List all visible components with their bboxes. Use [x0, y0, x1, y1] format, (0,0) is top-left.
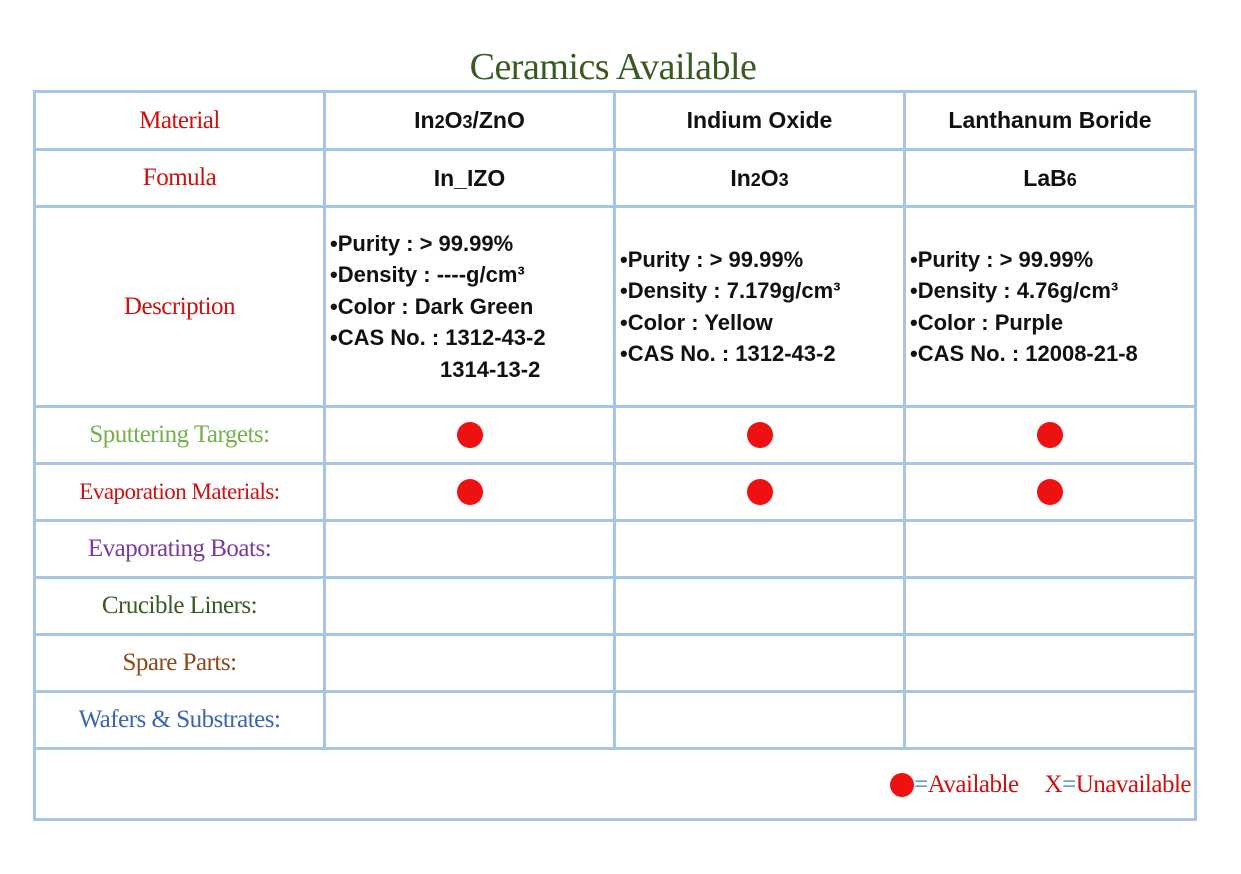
formula-3-part: LaB: [1023, 164, 1067, 191]
row-label-crucible-liners: Crucible Liners:: [35, 578, 325, 635]
evaporation-materials-row: [35, 464, 1196, 521]
available-dot-icon: [1037, 422, 1063, 448]
material-name-1-part: O: [444, 107, 463, 133]
availability-cell: [325, 578, 615, 635]
row-label-description: Description: [35, 207, 325, 407]
legend-row: [35, 749, 1196, 820]
legend-unavailable-text: Unavailable: [1075, 771, 1191, 798]
formula-2: [615, 150, 905, 207]
availability-cell: [325, 635, 615, 692]
legend-available-equals: =: [914, 771, 928, 798]
spare-parts-row: [35, 635, 1196, 692]
formula-2-subscript: 2: [750, 169, 761, 190]
wafers-substrates-row: [35, 692, 1196, 749]
material-name-3: Lanthanum Boride: [905, 92, 1196, 150]
availability-cell: [615, 635, 905, 692]
availability-cell: [615, 692, 905, 749]
available-dot-icon: [747, 479, 773, 505]
availability-cell: [615, 407, 905, 464]
formula-2-subscript: 3: [778, 169, 789, 190]
formula-2-part: O: [760, 164, 779, 191]
description-2: •Purity : > 99.99% •Density : 7.179g/cm³ •Color : Yellow •CAS No. : 1312-43-2: [615, 207, 905, 407]
page-title: Ceramics Available: [469, 46, 757, 88]
availability-cell: [905, 635, 1196, 692]
evaporating-boats-row: [35, 521, 1196, 578]
availability-cell: [615, 578, 905, 635]
row-label-formula: Fomula: [35, 150, 325, 207]
availability-cell: [905, 464, 1196, 521]
availability-cell: [325, 692, 615, 749]
row-label-evaporating-boats: Evaporating Boats:: [35, 521, 325, 578]
legend-available-text: Available: [927, 771, 1019, 798]
legend-unavailable-symbol: X: [1044, 771, 1063, 798]
crucible-liners-row: [35, 578, 1196, 635]
availability-cell: [905, 578, 1196, 635]
material-name-2: Indium Oxide: [615, 92, 905, 150]
availability-cell: [325, 464, 615, 521]
legend-cell: [35, 749, 1196, 820]
formula-2-part: In: [730, 164, 751, 191]
material-row: [35, 92, 1196, 150]
material-name-1-part: In: [414, 107, 435, 133]
available-dot-icon: [890, 773, 914, 797]
formula-3-subscript: 6: [1066, 169, 1077, 190]
availability-cell: [325, 521, 615, 578]
description-row: [35, 207, 1196, 407]
material-name-1: [325, 92, 615, 150]
sputtering-targets-row: [35, 407, 1196, 464]
row-label-sputtering-targets: Sputtering Targets:: [35, 407, 325, 464]
availability-cell: [905, 407, 1196, 464]
description-1: •Purity : > 99.99% •Density : ----g/cm³ •Color : Dark Green •CAS No. : 1312-43-2 1314-13-2: [325, 207, 615, 407]
material-name-1-subscript: 3: [462, 112, 473, 132]
availability-cell: [325, 407, 615, 464]
row-label-material: Material: [35, 92, 325, 150]
material-name-1-subscript: 2: [434, 112, 445, 132]
legend-unavailable-equals: =: [1062, 771, 1076, 798]
availability-cell: [615, 464, 905, 521]
available-dot-icon: [747, 422, 773, 448]
availability-cell: [905, 692, 1196, 749]
row-label-evaporation-materials: Evaporation Materials:: [35, 464, 325, 521]
row-label-wafers-substrates: Wafers & Substrates:: [35, 692, 325, 749]
availability-cell: [905, 521, 1196, 578]
formula-3: [905, 150, 1196, 207]
material-name-1-part: /ZnO: [472, 107, 525, 133]
legend: [890, 771, 1191, 799]
formula-row: [35, 150, 1196, 207]
description-3: •Purity : > 99.99% •Density : 4.76g/cm³ •Color : Purple •CAS No. : 12008-21-8: [905, 207, 1196, 407]
available-dot-icon: [457, 422, 483, 448]
available-dot-icon: [1037, 479, 1063, 505]
formula-1: In_IZO: [325, 150, 615, 207]
ceramics-table: [33, 90, 1197, 821]
availability-cell: [615, 521, 905, 578]
row-label-spare-parts: Spare Parts:: [35, 635, 325, 692]
available-dot-icon: [457, 479, 483, 505]
